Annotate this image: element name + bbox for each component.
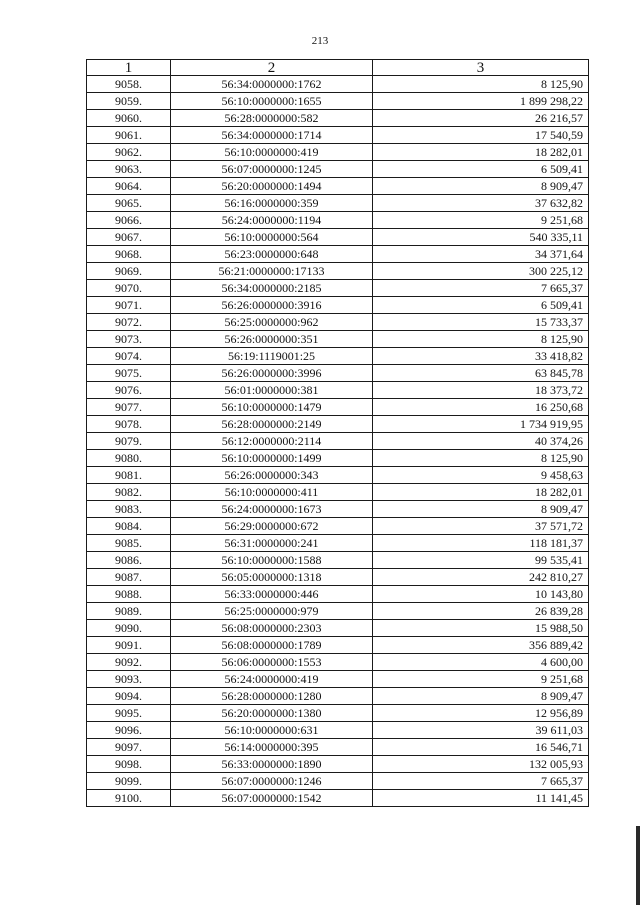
value-cell: 40 374,26 xyxy=(373,433,589,450)
cadastral-number-cell: 56:26:0000000:343 xyxy=(171,467,373,484)
table-row xyxy=(87,756,589,773)
cadastral-number-cell: 56:28:0000000:2149 xyxy=(171,416,373,433)
row-number-cell: 9074. xyxy=(87,348,171,365)
cadastral-number-cell: 56:10:0000000:1479 xyxy=(171,399,373,416)
row-number-cell: 9086. xyxy=(87,552,171,569)
row-number-cell: 9080. xyxy=(87,450,171,467)
row-number-cell: 9064. xyxy=(87,178,171,195)
row-number-cell: 9096. xyxy=(87,722,171,739)
value-cell: 15 988,50 xyxy=(373,620,589,637)
table-row xyxy=(87,552,589,569)
row-number-cell: 9062. xyxy=(87,144,171,161)
table-row xyxy=(87,433,589,450)
row-number-cell: 9060. xyxy=(87,110,171,127)
table-row xyxy=(87,688,589,705)
table-row xyxy=(87,212,589,229)
row-number-cell: 9070. xyxy=(87,280,171,297)
row-number-cell: 9085. xyxy=(87,535,171,552)
cadastral-number-cell: 56:24:0000000:419 xyxy=(171,671,373,688)
row-number-cell: 9068. xyxy=(87,246,171,263)
cadastral-number-cell: 56:26:0000000:3996 xyxy=(171,365,373,382)
table-row xyxy=(87,705,589,722)
cadastral-number-cell: 56:33:0000000:1890 xyxy=(171,756,373,773)
header-row xyxy=(87,60,589,76)
value-cell: 4 600,00 xyxy=(373,654,589,671)
table-row xyxy=(87,399,589,416)
cadastral-number-cell: 56:07:0000000:1542 xyxy=(171,790,373,807)
cadastral-number-cell: 56:21:0000000:17133 xyxy=(171,263,373,280)
table-row xyxy=(87,518,589,535)
value-cell: 16 546,71 xyxy=(373,739,589,756)
value-cell: 11 141,45 xyxy=(373,790,589,807)
table-row xyxy=(87,331,589,348)
cadastral-number-cell: 56:10:0000000:411 xyxy=(171,484,373,501)
value-cell: 8 909,47 xyxy=(373,688,589,705)
row-number-cell: 9076. xyxy=(87,382,171,399)
cadastral-number-cell: 56:28:0000000:1280 xyxy=(171,688,373,705)
cadastral-value-table xyxy=(86,59,589,807)
table-row xyxy=(87,637,589,654)
value-cell: 118 181,37 xyxy=(373,535,589,552)
row-number-cell: 9090. xyxy=(87,620,171,637)
row-number-cell: 9084. xyxy=(87,518,171,535)
cadastral-number-cell: 56:34:0000000:1762 xyxy=(171,76,373,93)
row-number-cell: 9082. xyxy=(87,484,171,501)
table-row xyxy=(87,450,589,467)
cadastral-number-cell: 56:29:0000000:672 xyxy=(171,518,373,535)
row-number-cell: 9092. xyxy=(87,654,171,671)
row-number-cell: 9097. xyxy=(87,739,171,756)
value-cell: 34 371,64 xyxy=(373,246,589,263)
cadastral-number-cell: 56:26:0000000:3916 xyxy=(171,297,373,314)
row-number-cell: 9073. xyxy=(87,331,171,348)
value-cell: 9 251,68 xyxy=(373,212,589,229)
value-cell: 540 335,11 xyxy=(373,229,589,246)
value-cell: 9 251,68 xyxy=(373,671,589,688)
cadastral-number-cell: 56:24:0000000:1673 xyxy=(171,501,373,518)
cadastral-number-cell: 56:23:0000000:648 xyxy=(171,246,373,263)
value-cell: 6 509,41 xyxy=(373,161,589,178)
cadastral-number-cell: 56:28:0000000:582 xyxy=(171,110,373,127)
table-row xyxy=(87,569,589,586)
column-header-value: 3 xyxy=(373,60,589,76)
row-number-cell: 9067. xyxy=(87,229,171,246)
value-cell: 132 005,93 xyxy=(373,756,589,773)
value-cell: 37 571,72 xyxy=(373,518,589,535)
table-row xyxy=(87,110,589,127)
table-row xyxy=(87,671,589,688)
table-row xyxy=(87,365,589,382)
row-number-cell: 9081. xyxy=(87,467,171,484)
value-cell: 8 125,90 xyxy=(373,76,589,93)
table-row xyxy=(87,790,589,807)
table-row xyxy=(87,144,589,161)
row-number-cell: 9095. xyxy=(87,705,171,722)
cadastral-number-cell: 56:10:0000000:631 xyxy=(171,722,373,739)
cadastral-number-cell: 56:19:1119001:25 xyxy=(171,348,373,365)
table-row xyxy=(87,76,589,93)
row-number-cell: 9077. xyxy=(87,399,171,416)
row-number-cell: 9100. xyxy=(87,790,171,807)
table-row xyxy=(87,603,589,620)
cadastral-number-cell: 56:20:0000000:1380 xyxy=(171,705,373,722)
row-number-cell: 9099. xyxy=(87,773,171,790)
value-cell: 8 909,47 xyxy=(373,178,589,195)
value-cell: 26 216,57 xyxy=(373,110,589,127)
value-cell: 1 899 298,22 xyxy=(373,93,589,110)
scan-edge-shadow xyxy=(636,826,640,905)
cadastral-number-cell: 56:05:0000000:1318 xyxy=(171,569,373,586)
value-cell: 99 535,41 xyxy=(373,552,589,569)
row-number-cell: 9072. xyxy=(87,314,171,331)
cadastral-number-cell: 56:07:0000000:1246 xyxy=(171,773,373,790)
row-number-cell: 9078. xyxy=(87,416,171,433)
row-number-cell: 9066. xyxy=(87,212,171,229)
cadastral-number-cell: 56:20:0000000:1494 xyxy=(171,178,373,195)
value-cell: 8 125,90 xyxy=(373,450,589,467)
row-number-cell: 9091. xyxy=(87,637,171,654)
table-row xyxy=(87,773,589,790)
table-row xyxy=(87,535,589,552)
row-number-cell: 9089. xyxy=(87,603,171,620)
value-cell: 8 125,90 xyxy=(373,331,589,348)
row-number-cell: 9065. xyxy=(87,195,171,212)
row-number-cell: 9087. xyxy=(87,569,171,586)
table-row xyxy=(87,382,589,399)
cadastral-number-cell: 56:34:0000000:1714 xyxy=(171,127,373,144)
value-cell: 26 839,28 xyxy=(373,603,589,620)
value-cell: 356 889,42 xyxy=(373,637,589,654)
table-row xyxy=(87,229,589,246)
value-cell: 300 225,12 xyxy=(373,263,589,280)
value-cell: 12 956,89 xyxy=(373,705,589,722)
value-cell: 16 250,68 xyxy=(373,399,589,416)
value-cell: 18 282,01 xyxy=(373,484,589,501)
table-row xyxy=(87,620,589,637)
cadastral-number-cell: 56:25:0000000:962 xyxy=(171,314,373,331)
cadastral-number-cell: 56:07:0000000:1245 xyxy=(171,161,373,178)
value-cell: 15 733,37 xyxy=(373,314,589,331)
row-number-cell: 9088. xyxy=(87,586,171,603)
table-row xyxy=(87,501,589,518)
column-header-number: 1 xyxy=(87,60,171,76)
row-number-cell: 9071. xyxy=(87,297,171,314)
column-header-cadastral-number: 2 xyxy=(171,60,373,76)
table-row xyxy=(87,654,589,671)
row-number-cell: 9094. xyxy=(87,688,171,705)
cadastral-number-cell: 56:06:0000000:1553 xyxy=(171,654,373,671)
row-number-cell: 9075. xyxy=(87,365,171,382)
row-number-cell: 9098. xyxy=(87,756,171,773)
row-number-cell: 9061. xyxy=(87,127,171,144)
cadastral-number-cell: 56:26:0000000:351 xyxy=(171,331,373,348)
value-cell: 33 418,82 xyxy=(373,348,589,365)
cadastral-number-cell: 56:10:0000000:1499 xyxy=(171,450,373,467)
page-number: 213 xyxy=(311,35,329,47)
cadastral-number-cell: 56:01:0000000:381 xyxy=(171,382,373,399)
value-cell: 17 540,59 xyxy=(373,127,589,144)
cadastral-number-cell: 56:31:0000000:241 xyxy=(171,535,373,552)
value-cell: 9 458,63 xyxy=(373,467,589,484)
table-row xyxy=(87,280,589,297)
value-cell: 7 665,37 xyxy=(373,280,589,297)
table-row xyxy=(87,739,589,756)
table-row xyxy=(87,178,589,195)
value-cell: 37 632,82 xyxy=(373,195,589,212)
cadastral-number-cell: 56:10:0000000:1655 xyxy=(171,93,373,110)
row-number-cell: 9093. xyxy=(87,671,171,688)
cadastral-number-cell: 56:10:0000000:564 xyxy=(171,229,373,246)
cadastral-number-cell: 56:08:0000000:1789 xyxy=(171,637,373,654)
value-cell: 1 734 919,95 xyxy=(373,416,589,433)
table-row xyxy=(87,348,589,365)
cadastral-number-cell: 56:25:0000000:979 xyxy=(171,603,373,620)
value-cell: 18 373,72 xyxy=(373,382,589,399)
row-number-cell: 9069. xyxy=(87,263,171,280)
row-number-cell: 9083. xyxy=(87,501,171,518)
row-number-cell: 9079. xyxy=(87,433,171,450)
cadastral-number-cell: 56:33:0000000:446 xyxy=(171,586,373,603)
table-row xyxy=(87,416,589,433)
table-row xyxy=(87,586,589,603)
row-number-cell: 9063. xyxy=(87,161,171,178)
value-cell: 242 810,27 xyxy=(373,569,589,586)
cadastral-number-cell: 56:34:0000000:2185 xyxy=(171,280,373,297)
cadastral-number-cell: 56:10:0000000:1588 xyxy=(171,552,373,569)
cadastral-number-cell: 56:16:0000000:359 xyxy=(171,195,373,212)
table-body xyxy=(87,76,589,807)
value-cell: 8 909,47 xyxy=(373,501,589,518)
table-row xyxy=(87,195,589,212)
row-number-cell: 9059. xyxy=(87,93,171,110)
table-row xyxy=(87,246,589,263)
table-row xyxy=(87,127,589,144)
cadastral-number-cell: 56:10:0000000:419 xyxy=(171,144,373,161)
value-cell: 6 509,41 xyxy=(373,297,589,314)
value-cell: 39 611,03 xyxy=(373,722,589,739)
value-cell: 63 845,78 xyxy=(373,365,589,382)
table-row xyxy=(87,297,589,314)
value-cell: 18 282,01 xyxy=(373,144,589,161)
table-row xyxy=(87,467,589,484)
table-row xyxy=(87,314,589,331)
table-row xyxy=(87,484,589,501)
cadastral-number-cell: 56:14:0000000:395 xyxy=(171,739,373,756)
value-cell: 7 665,37 xyxy=(373,773,589,790)
cadastral-number-cell: 56:12:0000000:2114 xyxy=(171,433,373,450)
table-row xyxy=(87,722,589,739)
value-cell: 10 143,80 xyxy=(373,586,589,603)
table-row xyxy=(87,93,589,110)
table-row xyxy=(87,263,589,280)
cadastral-number-cell: 56:24:0000000:1194 xyxy=(171,212,373,229)
cadastral-number-cell: 56:08:0000000:2303 xyxy=(171,620,373,637)
row-number-cell: 9058. xyxy=(87,76,171,93)
table-header xyxy=(87,60,589,76)
table-row xyxy=(87,161,589,178)
